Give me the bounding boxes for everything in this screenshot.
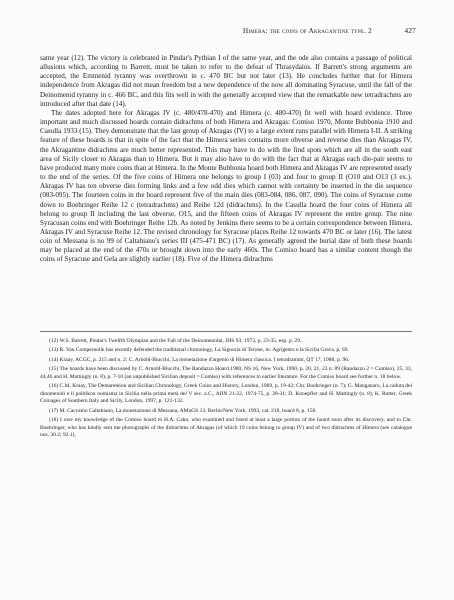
footnote: (18) I owe my knowledge of the Comiso hoard to H.A. Cahn, who examined and listed at least a large portion of the hoard soon after its discovery, and to Chr. Boehringer, who has kindly sent me photographs of the didrachms of Akragas (of which 19 coins belong to group IV) and of two didrachms of Himera (see catalogue nos. 30.2; 92.1), (40, 417, 412, 439)
footnotes (40, 338, 412, 442)
body-paragraph: same year (12). The victory is celebrated in Pindar's Pythian I of the same year, and the ode also contains a passage of political allusions which, according to Barrett, must be taken to refer to the defeat of Thrasydaios. If Barrett's strong arguments are accepted, the Emmenid tyranny was overthrown in c. 470 BC but not later (13). He concludes further that for Himera independence from Akragas did not mean freedom but a new dependence of the now all dominating Syracuse, until the fall of the Deinomenid tyranny in c. 466 BC, and this fits well in with the generally accepted view that the remarkable new tetradrachms are introduced after that date (14). (40, 54, 412, 108)
running-title: Himera: the coins of Akragantine type. 2 (242, 26, 372, 35)
footnote-divider (40, 331, 412, 332)
footnote: (14) Kraay, ACGC, p. 215 and n. 2; C. Arnold-Biucchi, La monetazione d'argento di Himera classica. I tetradrammi, QT 17, 1988, p. 96. (49, 356, 350, 363)
page-number: 427 (404, 26, 416, 35)
footnote: (16) C.M. Kraay, The Demareteion and Sicilian Chronology, Greek Coins and History, London, 1969, p. 19-42; Chr. Boehringer (n. 7); G. Manganaro, La caduta dei dinomenidi e il politikon nomisma in Sicilia nella prima metà del V sec. a.C., AIIN 21-22, 1974-75, p. 28-31; D. Knoepfler and H. Mattingly (n. 8); K. Rutter, Greek Coinages of Southern Italy and Sicily, London, 1997, p. 121-132. (40, 383, 412, 405)
main-text (40, 54, 412, 265)
body-paragraph: The dates adopted here for Akragas IV (c. 480/478-470) and Himera (c. 480-470) fit well with hoard evidence. Three important and much discussed hoards contain didrachms of both Himera and Akragas: Comiso 1970, Monte Bubbonia 1910 and Casulla 1933 (15). They demonstrate that the last group of Akragas (IV) to a large extent runs parallel with Himera I-II. A striking feature of these hoards is that in spite of the fact that the Himera series contains more obverse and reverse dies than Akragas IV, the Akragantine didrachms are much better represented. This may have to do with the find spots which are all in the south east area of Sicily closer to Akragas than to Himera. But it may also have to do with the fact that at Akragas each die-pair seems to have produced many more coins than at Himera. In the Monte Bubbonia hoard both Himera and Akragas IV are represented nearly to the end of the series. Of the five coins of Himera one belongs to group I (03) and four to group II (O10 and O13 (3 ex.). Akragas IV has ten obverse dies forming links and a few odd dies which cannot with certainty be inserted in the die sequence (083-095). The fourteen coins in the hoard represent five of the main dies (083-084, 086, 087, 090). The coins of Syracuse come down to Boehringer Reihe 12 c (tetradrachms) and Reihe 12d (didrachms). In the Casulla hoard the four coins of Himera all belong to group II including the last obverse, O15, and the fifteen coins of Akragas IV represent the entire group. The nine Syracusan coins end with Boehringer Reihe 12b. As noted by Jenkins there seems to be a certain correspondence between Himera, Akragas IV and Syracuse Reihe 12. The revised chronology for Syracuse places Reihe 12 towards 470 BC or later (16). The latest coin of Messana is no 99 of Caltabiano's series III (475-471 BC) (17). As generally agreed the burial date of both these hoards may be placed at the end of the 470s or brought down into the early 460s. The Comiso hoard has a similar content though the coins of Syracuse and Gela are slightly earlier (18). Five of the Himera didrachms (40, 108, 412, 264)
footnote: (17) M. Caccamo Caltabiano, La monetazione di Messana, AMuGS 13, Berlin/New York, 1993, cat. 218, hoard 8, p. 158. (49, 407, 317, 414)
running-header (40, 26, 416, 38)
footnote: (15) The hoards have been discussed by C. Arnold-Biucchi, The Randazzo Hoard 1980, NS 16, New York, 1990, p. 20, 21, 23 n. 89 (Randazzo 2 = Comiso), 25, 33, 44,46 and H. Mattingly (n. 8), p. 7-10 (an unpublished Sicilian deposit = Comiso) with references to earlier literature. For the Comiso hoard see further n. 18 below. (40, 366, 412, 380)
footnote: (12) W.S. Barrett, Pindar's Twelfth Olympian and the Fall of the Deinomenidai, JHS 93, 1973, p. 23-35, esp. p. 29. (49, 338, 302, 344)
footnote: (13) R. Van Compernolle has recently defended the traditional chronology, La Signoria di Terone, in: Agrigento e la Sicilia Greca, p. 69. (49, 347, 349, 354)
